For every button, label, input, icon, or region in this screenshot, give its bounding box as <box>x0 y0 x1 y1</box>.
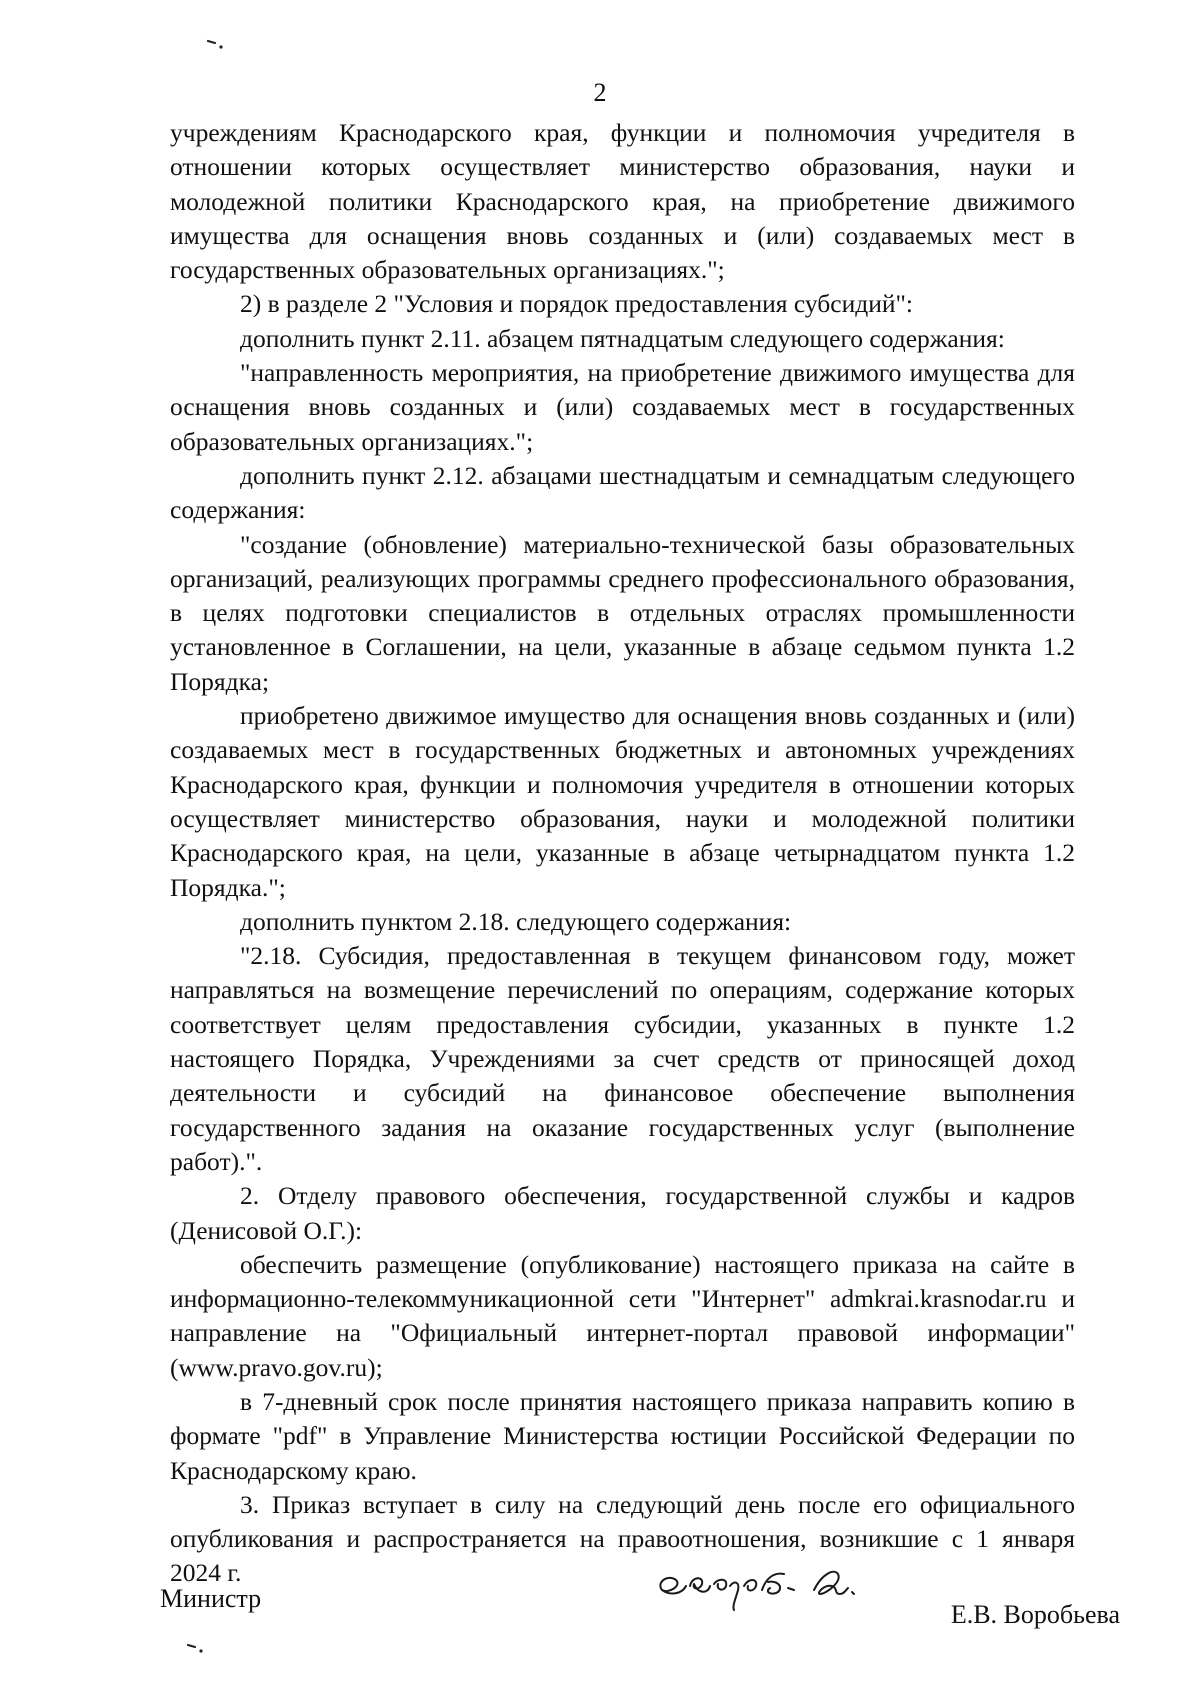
page-number: 2 <box>593 78 607 107</box>
paragraph-11: обеспечить размещение (опубликование) настоящего приказа на сайте в информационно-телекоммуникационной сети "Интернет" admkrai.krasnodar.ru и направление на "Официальный интернет-портал правовой информации" (www.pravo.gov.ru); <box>170 1249 1075 1382</box>
paragraph-5: дополнить пункт 2.12. абзацами шестнадцатым и семнадцатым следующего содержания: <box>170 460 1075 525</box>
signatory-title: Министр <box>160 1584 262 1613</box>
scan-speck-top <box>206 38 226 50</box>
signature-block <box>160 1560 1120 1640</box>
paragraph-1: учреждениям Краснодарского края, функции и полномочия учредителя в отношении которых осуществляет министерство образования, науки и молодежной политики Краснодарского края, на приобретение движимого имущества для оснащения вновь созданных и (или) создаваемых мест в государственных образовательных организациях."; <box>170 118 1075 285</box>
paragraph-13: 3. Приказ вступает в силу на следующий день после его официального опубликования и распространяется на правоотношения, возникшие с 1 января 2024 г. <box>170 1489 1075 1588</box>
paragraph-3: дополнить пункт 2.11. абзацем пятнадцатым следующего содержания: <box>240 323 1005 353</box>
paragraph-6: "создание (обновление) материально-технической базы образовательных организаций, реализующих программы среднего профессионального образования, в целях подготовки специалистов в отдельных отраслях промышленности установленное в Соглашении, на цели, указанные в абзаце седьмом пункта 1.2 Порядка; <box>170 529 1075 696</box>
paragraph-7: приобретено движимое имущество для оснащения вновь созданных и (или) создаваемых мест в государственных бюджетных и автономных учреждениях Краснодарского края, функции и полномочия учредителя в отношении которых осуществляет министерство образования, науки и молодежной политики Краснодарского края, на цели, указанные в абзаце четырнадцатом пункта 1.2 Порядка."; <box>170 701 1075 902</box>
paragraph-10: 2. Отделу правового обеспечения, государственной службы и кадров (Денисовой О.Г.): <box>170 1181 1075 1245</box>
paragraph-8: дополнить пунктом 2.18. следующего содержания: <box>240 906 792 936</box>
signatory-name: Е.В. Воробьева <box>950 1600 1120 1629</box>
paragraph-2: 2) в разделе 2 "Условия и порядок предоставления субсидий": <box>240 289 913 319</box>
paragraph-4: "направленность мероприятия, на приобретение движимого имущества для оснащения вновь созданных и (или) создаваемых мест в государственных образовательных организациях."; <box>170 358 1075 456</box>
paragraph-12: в 7-дневный срок после принятия настоящего приказа направить копию в формате "pdf" в Управление Министерства юстиции Российской Федерации по Краснодарскому краю. <box>170 1386 1075 1485</box>
handwritten-signature <box>648 1560 898 1616</box>
scan-speck-bottom <box>186 1642 206 1654</box>
document-body <box>170 116 1075 1591</box>
paragraph-9: "2.18. Субсидия, предоставленная в текущем финансовом году, может направляться на возмещение перечислений по операциям, содержание которых соответствует целям предоставления субсидии, указанных в пункте 1.2 настоящего Порядка, Учреждениями за счет средств от приносящей доход деятельности и субсидий на финансовое обеспечение выполнения государственного задания на оказание государственных услуг (выполнение работ).". <box>170 941 1075 1176</box>
